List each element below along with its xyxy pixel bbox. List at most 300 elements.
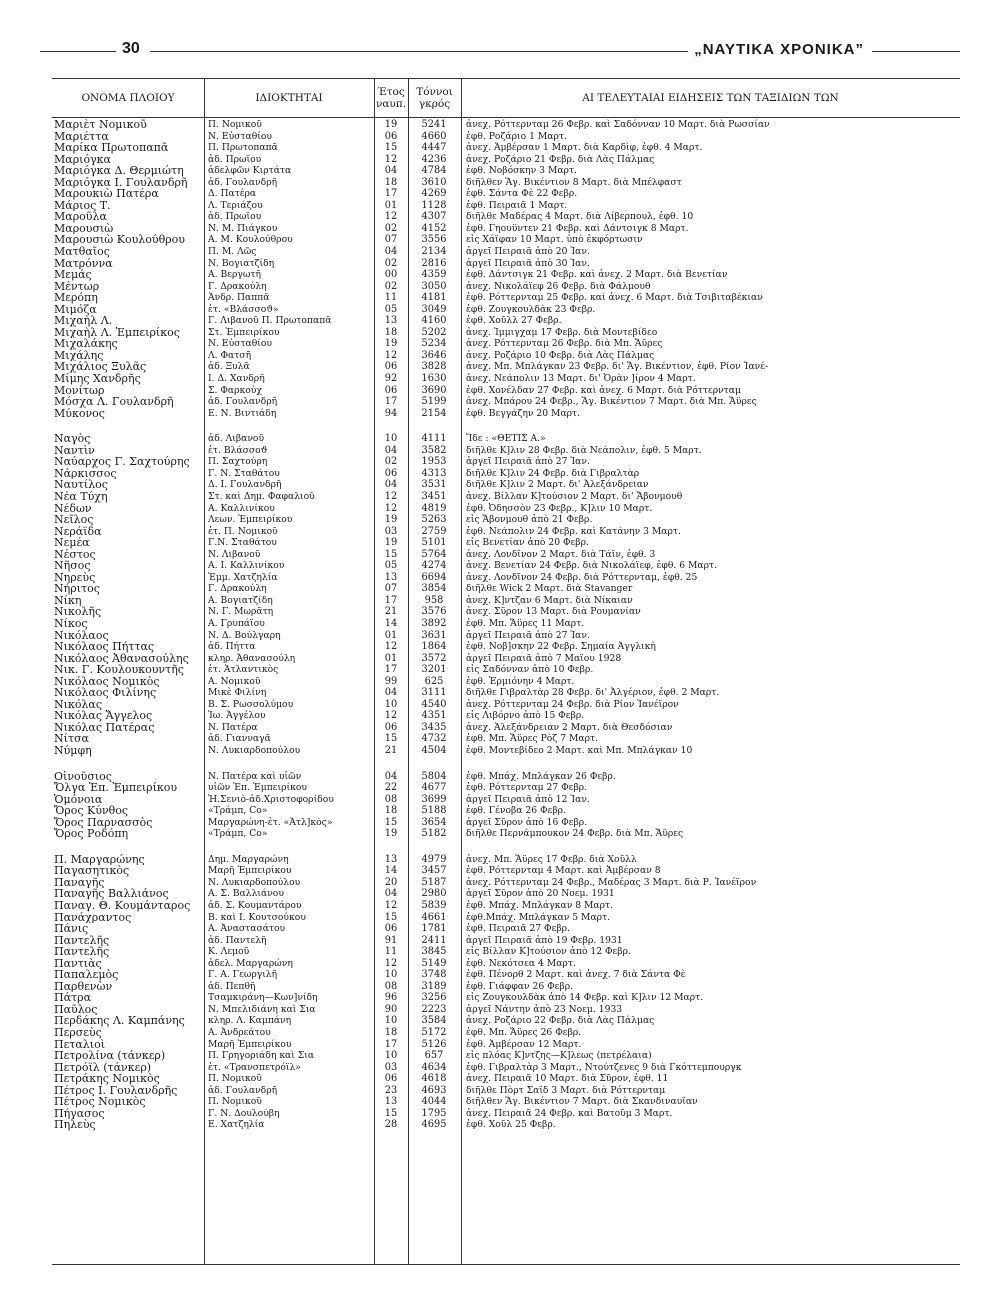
ship-name: Μάριος Τ. (54, 199, 111, 212)
ship-name: Μαρουσιὼ (54, 222, 114, 235)
table-row (52, 1027, 960, 1039)
latest-news: ἐφθ. Ὀδησσὸν 23 Φεβρ., Κ]λιν 10 Μαρτ. (466, 502, 653, 514)
ship-owner: ἀδ. Γουλανδρῆ (208, 396, 278, 408)
table-row (52, 699, 960, 711)
build-year: 06 (384, 467, 398, 479)
table-row (52, 258, 960, 270)
table-row (52, 373, 960, 385)
table-body (52, 119, 960, 1145)
build-year: 05 (384, 560, 398, 572)
ship-owner: Δ. Πατέρα (208, 188, 257, 200)
ship-name: Μαρίκα Πρωτοπαπᾶ (54, 142, 169, 154)
ship-owner: ἀδ. Πεπθῆ (208, 980, 256, 992)
table-row (52, 304, 960, 316)
table-row (52, 491, 960, 503)
ship-owner: ἑτ. Βλάσσοϑ (208, 444, 268, 456)
gross-tons: 5199 (421, 396, 447, 408)
gross-tons: 5241 (421, 119, 447, 130)
ship-owner: Α. Βεργωτῆ (208, 269, 261, 281)
build-year: 02 (384, 456, 398, 468)
gross-tons: 958 (424, 594, 444, 606)
gross-tons: 5188 (421, 805, 447, 817)
ship-name: Νίκος (54, 617, 88, 630)
latest-news: ἀνεχ. Ροζάριο 10 Φεβρ. διὰ Λὰς Πάλμας (466, 349, 655, 361)
latest-news: ἀργεῖ Σῦρον ἀπὸ 16 Φεβρ. (466, 816, 588, 828)
gross-tons: 1630 (421, 373, 447, 385)
table-row (52, 327, 960, 339)
latest-news: ἐφθ. Μπάχ. Μπλάγκαν 26 Φεβρ. (466, 770, 616, 782)
gross-tons: 6694 (421, 571, 447, 583)
build-year: 17 (384, 188, 398, 200)
gross-tons: 4504 (421, 744, 447, 756)
gross-tons: 1864 (421, 641, 447, 653)
latest-news: ἀνεχ. Νικολάϊεφ 26 Φεβρ. διὰ Φάλμουθ (466, 280, 651, 292)
ship-owner: Δημ. Μαργαρώνη (208, 853, 289, 865)
gross-tons: 5126 (421, 1038, 447, 1050)
ship-name: Πέτρος Ι. Γουλανδρῆς (54, 1084, 178, 1097)
table-row (52, 710, 960, 722)
table-row (52, 946, 960, 958)
ship-name: Νεράϊδα (54, 525, 102, 538)
header-rule-right (872, 51, 960, 52)
latest-news: διῆλθε Κ]λιν 28 Φεβρ. διὰ Νεάπολιν, ἐφθ. 5 Μαρτ. (466, 444, 702, 456)
gross-tons: 5839 (421, 900, 447, 911)
ship-owner: Α. Καλλινίκου (208, 502, 275, 514)
gross-tons: 657 (424, 1050, 444, 1062)
latest-news: ἀνεχ. Ἰμμιγχαμ 17 Φεβρ. διὰ Μοντεβίδεο (466, 326, 658, 338)
build-year: 06 (384, 721, 398, 733)
ship-name: Μιχαὴλ Λ. (54, 315, 113, 327)
ship-owner: Στ. καὶ Δημ. Φαφαλιοῦ (208, 490, 315, 502)
ship-owner: Π. Νομικοῦ (208, 1096, 262, 1108)
build-year: 19 (384, 537, 398, 549)
ship-owner: Π. Σαχτούρη (208, 456, 268, 468)
ship-owner: Π. Νομικοῦ (208, 1073, 262, 1085)
gross-tons: 4160 (421, 315, 447, 327)
ship-owner: ἀδ. Ξυλᾶ (208, 361, 250, 373)
ship-name: Μεμάς (54, 269, 92, 281)
table-row (52, 888, 960, 900)
table-row (52, 1073, 960, 1085)
table-row (52, 338, 960, 350)
ship-name: Νικολῆς (54, 606, 102, 618)
table-row (52, 1004, 960, 1016)
ship-name: Νάρκισσος (54, 467, 117, 480)
table-row (52, 912, 960, 924)
ship-owner: Ν. Λυκιαρδοπούλου (208, 876, 301, 888)
table-row (52, 606, 960, 618)
gross-tons: 3189 (421, 980, 447, 992)
build-year: 18 (384, 326, 398, 338)
build-year: 06 (384, 384, 398, 396)
build-year: 07 (384, 583, 398, 595)
ship-name: Μιχαὴλ Λ. Ἐμπειρίκος (54, 326, 180, 339)
build-year: 12 (384, 153, 398, 165)
ship-name: Μιχάλιος Ξυλᾶς (54, 361, 147, 374)
latest-news: ἀνεχ. Κ]ντζαν 6 Μαρτ. διὰ Νίκαιαν (466, 594, 633, 606)
latest-news: διῆλθε Κ]λιν 2 Μαρτ. δι' Ἀλεξάνδρειαν (466, 479, 649, 491)
table-row (52, 722, 960, 734)
table-row (52, 503, 960, 515)
build-year: 06 (384, 923, 398, 935)
gross-tons: 3584 (421, 1015, 447, 1027)
table-row (52, 154, 960, 166)
ship-owner: Ν. Πατέρα καὶ υἱῶν (208, 770, 302, 782)
ship-name: Ματθαῖος (54, 246, 110, 258)
col-header-year: Έτος ναυπ. (375, 86, 407, 110)
ship-owner: Α. Βογιατζίδη (208, 594, 273, 606)
ship-name: Μονίτωρ (54, 384, 105, 397)
latest-news: ἐφθ. Πειραιᾶ 27 Φεβρ. (466, 923, 570, 935)
gross-tons: 3531 (421, 479, 447, 491)
gross-tons: 3610 (421, 176, 447, 188)
ship-name: Παναγ. Θ. Κουμάνταρος (54, 900, 191, 912)
gross-tons: 3556 (421, 234, 447, 246)
ships-table (52, 78, 960, 1265)
table-row (52, 468, 960, 480)
latest-news: εἰς Βενετίαν ἀπὸ 20 Φεβρ. (466, 537, 589, 549)
ship-name: Παῦλος (54, 1003, 98, 1016)
latest-news: διῆλθε Κ]λιν 24 Φεβρ. διὰ Γιβραλτὰρ (466, 467, 640, 479)
ship-name: Νικόλαος Πήττας (54, 641, 155, 653)
table-row (52, 479, 960, 491)
gross-tons: 3699 (421, 793, 447, 805)
ship-owner: Α. Μ. Κουλούθρου (208, 234, 293, 246)
table-row (52, 958, 960, 970)
ship-name: Νύμφη (54, 744, 92, 757)
ship-name: Ναντὶν (54, 444, 95, 457)
latest-news: εἰς Ἄβονμουθ ἀπὸ 21 Φεβρ. (466, 514, 593, 526)
build-year: 10 (384, 1050, 398, 1062)
ship-owner: Ε. Ν. Βιντιάδη (208, 407, 277, 419)
gross-tons: 5149 (421, 957, 447, 969)
table-row (52, 537, 960, 549)
ship-name: Μαρουσιὼ Κουλούθρου (54, 234, 185, 247)
gross-tons: 5187 (421, 876, 447, 888)
ship-owner: Ν. Μπελιδιάνη καὶ Σια (208, 1003, 316, 1015)
latest-news: ἀνεχ. Πειραιᾶ 24 Φεβρ. καὶ Βατοῦμ 3 Μαρτ. (466, 1107, 673, 1119)
gross-tons: 3854 (421, 583, 447, 595)
gross-tons: 3654 (421, 816, 447, 828)
gross-tons: 5804 (421, 770, 447, 782)
ship-owner: Ν. Λυκιαρδοπούλου (208, 744, 301, 756)
ship-name: Παγασητικὸς (54, 865, 130, 877)
build-year: 92 (384, 373, 398, 385)
ship-name: Μίμης Χανδρῆς (54, 373, 141, 385)
ship-name: Ὄλγα Ἐπ. Ἐμπειρίκου (54, 782, 178, 794)
build-year: 17 (384, 664, 398, 676)
build-year: 15 (384, 548, 398, 560)
ship-owner: Ν. Μ. Πιάγκου (208, 222, 278, 234)
ship-owner: Τσαμκιράνη—Κων]νίδη (208, 992, 318, 1004)
latest-news: ἐφθ. Γένοβα 26 Φεβρ. (466, 805, 566, 817)
ship-owner: Γ. Δρακούλη (208, 280, 267, 292)
ship-group (52, 854, 960, 1131)
build-year: 02 (384, 257, 398, 269)
build-year: 12 (384, 957, 398, 969)
table-row (52, 653, 960, 665)
ship-owner: Ν. Πατέρα (208, 721, 258, 733)
build-year: 90 (384, 1003, 398, 1015)
ship-name: Νέδων (54, 502, 92, 515)
gross-tons: 4660 (421, 130, 447, 142)
latest-news: ἀνεχ. Λονδῖνον 2 Μαρτ. διὰ Τάϊν, ἐφθ. 3 (466, 548, 656, 560)
gross-tons: 3049 (421, 303, 447, 315)
table-row (52, 733, 960, 745)
build-year: 10 (384, 969, 398, 981)
build-year: 18 (384, 1027, 398, 1039)
build-year: 03 (384, 1061, 398, 1073)
gross-tons: 1953 (421, 456, 447, 468)
build-year: 17 (384, 1038, 398, 1050)
ship-name: Μαριόγκα Δ. Θερμιώτη (54, 165, 184, 177)
table-row (52, 854, 960, 866)
gross-tons: 3457 (421, 865, 447, 877)
ship-name: Νεμέα (54, 537, 90, 549)
table-row (52, 361, 960, 373)
table-row (52, 817, 960, 829)
table-row (52, 234, 960, 246)
build-year: 01 (384, 652, 398, 664)
ship-name: Πετράκης Νομικὸς (54, 1073, 160, 1085)
latest-news: ἀνεχ. Μπ. Ἄϋρες 17 Φεβρ. διὰ Χοῦλλ (466, 853, 637, 865)
table-row (52, 923, 960, 935)
latest-news: ἐφθ. Ἑρμιόνην 4 Μαρτ. (466, 675, 575, 687)
latest-news: ἀνεχ. Ρόττερνταμ 26 Φεβρ. διὰ Μπ. Ἄϋρες (466, 338, 663, 350)
table-row (52, 315, 960, 327)
ship-owner: υἱῶν Ἐπ. Ἐμπειρίκου (208, 782, 307, 794)
build-year: 23 (384, 1084, 398, 1096)
ship-owner: Ἀνδρ. Παππᾶ (208, 292, 270, 304)
ship-owner: «Τράμπ, Co» (208, 805, 268, 817)
ship-owner: Π. Πρωτοπαπᾶ (208, 142, 278, 154)
latest-news: ἀνεχ. Πειραιᾶ 10 Μαρτ. διὰ Σῦρον, ἐφθ. 11 (466, 1073, 669, 1085)
gross-tons: 5172 (421, 1027, 447, 1039)
table-row (52, 935, 960, 947)
ship-name: Παναγῆς Βαλλιάνος (54, 888, 169, 900)
table-row (52, 211, 960, 223)
latest-news: διῆλθε Γιβραλτὰρ 28 Φεβρ. δι' Ἀλγέριον, ἐφθ. 2 Μαρτ. (466, 687, 720, 699)
ship-name: Μιχαλάκης (54, 338, 118, 350)
ship-owner: ἀδ. Γουλανδρῆ (208, 176, 278, 188)
ship-name: Νικ. Γ. Κουλουκουντῆς (54, 664, 184, 676)
build-year: 15 (384, 816, 398, 828)
build-year: 04 (384, 479, 398, 491)
gross-tons: 3690 (421, 384, 447, 396)
ship-name: Μαριέττα (54, 130, 109, 143)
gross-tons: 5263 (421, 514, 447, 526)
ship-name: Νικόλαος Ἀθανασούλης (54, 652, 189, 665)
table-row (52, 560, 960, 572)
latest-news: ἐφθ. Πένορθ 2 Μαρτ. καὶ ἀνεχ. 7 διὰ Σάντα Φὲ (466, 969, 686, 981)
build-year: 12 (384, 641, 398, 653)
table-row (52, 1096, 960, 1108)
latest-news: ἀνεχ. Μπάρου 24 Φεβρ., Ἅγ. Βικέντιον 7 Μαρτ. διὰ Μπ. Ἄϋρες (466, 396, 757, 408)
ship-name: Νίκη (54, 594, 82, 607)
build-year: 03 (384, 525, 398, 537)
ship-name: Ὄρος Ροδόπη (54, 828, 129, 840)
build-year: 04 (384, 687, 398, 699)
ship-name: Νικόλαος Νομικὸς (54, 675, 160, 688)
gross-tons: 2411 (421, 934, 447, 946)
ship-owner: Κ. Λεμοῦ (208, 946, 250, 958)
build-year: 05 (384, 303, 398, 315)
ship-name: Νήριτος (54, 583, 100, 595)
table-row (52, 583, 960, 595)
latest-news: ἐφθ. Ρόττερνταμ 27 Φεβρ. (466, 782, 588, 794)
latest-news: ἐφθ. Χονέλδαν 27 Φεβρ. καὶ ἀνεχ. 6 Μαρτ. διὰ Ρόττερνταμ (466, 384, 741, 396)
ship-name: Ὄρος Παρνασσὸς (54, 816, 153, 829)
ship-name: Μαρουκιὼ Πατέρα (54, 188, 159, 200)
build-year: 01 (384, 199, 398, 211)
table-row (52, 981, 960, 993)
build-year: 15 (384, 733, 398, 745)
ship-owner: Μικὲ Φιλίνη (208, 687, 267, 699)
latest-news: διῆλθε Πὸρτ Σαΐδ 3 Μαρτ. διὰ Ρόττερνταμ (466, 1084, 666, 1096)
ship-name: Μόσχα Λ. Γουλανδρῆ (54, 396, 174, 408)
build-year: 94 (384, 407, 398, 419)
gross-tons: 3748 (421, 969, 447, 981)
gross-tons: 5234 (421, 338, 447, 350)
latest-news: διῆλθε Περνάμπουκον 24 Φεβρ. διὰ Μπ. Ἄϋρες (466, 828, 684, 840)
ship-name: Ναγὸς (54, 433, 91, 445)
ship-owner: ἀδ. Λιβανοῦ (208, 433, 265, 445)
table-row (52, 630, 960, 642)
gross-tons: 3646 (421, 349, 447, 361)
ship-owner: Γ.Ν. Σταθάτου (208, 537, 277, 549)
build-year: 12 (384, 710, 398, 722)
latest-news: ἐφθ. Μοντεβίδεο 2 Μαρτ. καὶ Μπ. Μπλάγκαν 10 (466, 744, 693, 756)
gross-tons: 2223 (421, 1003, 447, 1015)
gross-tons: 5764 (421, 548, 447, 560)
build-year: 00 (384, 269, 398, 281)
table-row (52, 549, 960, 561)
latest-news: ἐφθ. Ροζάριο 1 Μαρτ. (466, 130, 567, 142)
build-year: 06 (384, 130, 398, 142)
ship-owner: Δ. Ι. Γουλανδρῆ (208, 479, 282, 491)
ship-name: Ὁμόνοια (54, 793, 103, 806)
table-row (52, 664, 960, 676)
ship-owner: Ν. Δ. Βούλγαρη (208, 629, 281, 641)
build-year: 21 (384, 606, 398, 618)
latest-news: ἀνεχ. Ρόττερνταμ 26 Φεβρ. καὶ Σαδόνναν 10 Μαρτ. διὰ Ρωσσίαν (466, 119, 770, 130)
gross-tons: 1781 (421, 923, 447, 935)
ship-owner: Ν. Βογιατζίδη (208, 257, 275, 269)
table-row (52, 396, 960, 408)
ship-owner: Ἰω. Ἀγγέλου (208, 710, 266, 722)
build-year: 12 (384, 349, 398, 361)
gross-tons: 4351 (421, 710, 447, 722)
build-year: 15 (384, 911, 398, 923)
build-year: 17 (384, 594, 398, 606)
ship-name: Πάτρα (54, 992, 92, 1004)
build-year: 11 (384, 292, 398, 304)
table-row (52, 595, 960, 607)
ship-name: Μαριὲτ Νομικοῦ (54, 119, 147, 131)
gross-tons: 4111 (421, 433, 447, 445)
gross-tons: 4693 (421, 1084, 447, 1096)
table-row (52, 119, 960, 131)
latest-news: ἐφθ. Μπ. Ἄϋρες Ρὸζ 7 Μαρτ. (466, 733, 598, 745)
ship-owner: ἀδελφῶν Κιρτάτα (208, 165, 292, 177)
table-row (52, 246, 960, 258)
gross-tons: 4307 (421, 211, 447, 223)
header-rule-middle (150, 51, 720, 52)
gross-tons: 1795 (421, 1107, 447, 1119)
ship-owner: ἀδ. Πήττα (208, 641, 256, 653)
ship-name: Περσεὺς (54, 1027, 102, 1039)
latest-news: ἐφθ. Χοῦλλ 27 Φεβρ. (466, 315, 562, 327)
table-row (52, 676, 960, 688)
page-header (40, 40, 960, 62)
build-year: 12 (384, 211, 398, 223)
ship-owner: Ι. Δ. Χανδρῆ (208, 373, 265, 385)
latest-news: ἐφθ. Ρόττερνταμ 25 Φεβρ. καὶ ἀνεχ. 6 Μαρτ. διὰ Τσιβιταβέκιαν (466, 292, 763, 304)
gross-tons: 4819 (421, 502, 447, 514)
latest-news: ἐφθ. Βεγγάζην 20 Μαρτ. (466, 407, 581, 419)
gross-tons: 3111 (421, 687, 447, 699)
table-row (52, 1085, 960, 1097)
gross-tons: 3201 (421, 664, 447, 676)
gross-tons: 4540 (421, 698, 447, 710)
table-row (52, 350, 960, 362)
latest-news: ἀνεχ. Σῦρον 13 Μαρτ. διὰ Ρουμανίαν (466, 606, 641, 618)
table-row (52, 269, 960, 281)
table-row (52, 1062, 960, 1074)
table-row (52, 177, 960, 189)
latest-news: ἐφθ. Χοῦλ 25 Φεβρ. (466, 1119, 556, 1131)
gross-tons: 3828 (421, 361, 447, 373)
ship-owner: Μαργαρώνη-ἑτ. «Ἀτλ]κὸς» (208, 816, 333, 828)
build-year: 21 (384, 744, 398, 756)
table-row (52, 445, 960, 457)
gross-tons: 3582 (421, 444, 447, 456)
latest-news: διῆλθεν Ἅγ. Βικέντιον 7 Μαρτ. διὰ Σκανδιναυΐαν (466, 1096, 698, 1108)
latest-news: ἀνεχ. Μπ. Μπλάγκαν 23 Φεβρ. δι' Ἅγ. Βικέντιον, ἐφθ. Ρίον Ἰανέ- (466, 361, 769, 373)
ship-owner: Π. Γρηγοριάδη καὶ Σια (208, 1050, 315, 1062)
ship-name: Πάνις (54, 923, 89, 935)
latest-news: ἀνεχ. Ροζάριο 21 Φεβρ. διὰ Λὰς Πάλμας (466, 153, 655, 165)
latest-news: εἰς Βίλλαν Κ]τούσιον ἀπὸ 12 Φεβρ. (466, 946, 631, 958)
col-header-tons: Τόννοι γκρός (416, 86, 453, 110)
build-year: 28 (384, 1119, 398, 1131)
magazine-title: „ΝΑΥΤΙΚΑ ΧΡΟΝΙΚΑ” (688, 41, 870, 58)
ship-owner: Ἡ.Σενιὸ-ἀδ.Χριστοφορίδου (208, 793, 334, 805)
latest-news: ἀνεχ. Ρόττερνταμ 24 Φεβρ. διὰ Ρίον Ἰανέϊρον (466, 698, 679, 710)
ship-name: Μέντωρ (54, 280, 100, 293)
latest-news: ἐφθ. Νεάπολιν 24 Φεβρ. καὶ Κατάνην 3 Μαρτ. (466, 525, 681, 537)
build-year: 13 (384, 1096, 398, 1108)
latest-news: ἀνεχ. Ἀμβέρσαν 1 Μαρτ. διὰ Καρδὶφ, ἐφθ. 4 Μαρτ. (466, 142, 703, 154)
ship-name: Ὄρος Κύνθος (54, 805, 129, 817)
gross-tons: 3631 (421, 629, 447, 641)
build-year: 14 (384, 865, 398, 877)
table-row (52, 456, 960, 468)
ship-owner: Β. Σ. Ρωσσολύμου (208, 698, 294, 710)
gross-tons: 4269 (421, 188, 447, 200)
ship-name: Π. Μαργαρώνης (54, 853, 145, 866)
table-row (52, 877, 960, 889)
table-row (52, 794, 960, 806)
ship-name: Νικόλας Ἄγγελος (54, 710, 153, 722)
latest-news: ἀργεῖ Πειραιᾶ ἀπὸ 19 Φεβρ. 1931 (466, 934, 623, 946)
gross-tons: 4236 (421, 153, 447, 165)
build-year: 13 (384, 315, 398, 327)
build-year: 99 (384, 675, 398, 687)
ship-owner: ἀδ. Γιανναγᾶ (208, 733, 271, 745)
ship-owner: Γ. Λιβανοῦ Π. Πρωτοπαπᾶ (208, 315, 332, 327)
build-year: 04 (384, 770, 398, 782)
